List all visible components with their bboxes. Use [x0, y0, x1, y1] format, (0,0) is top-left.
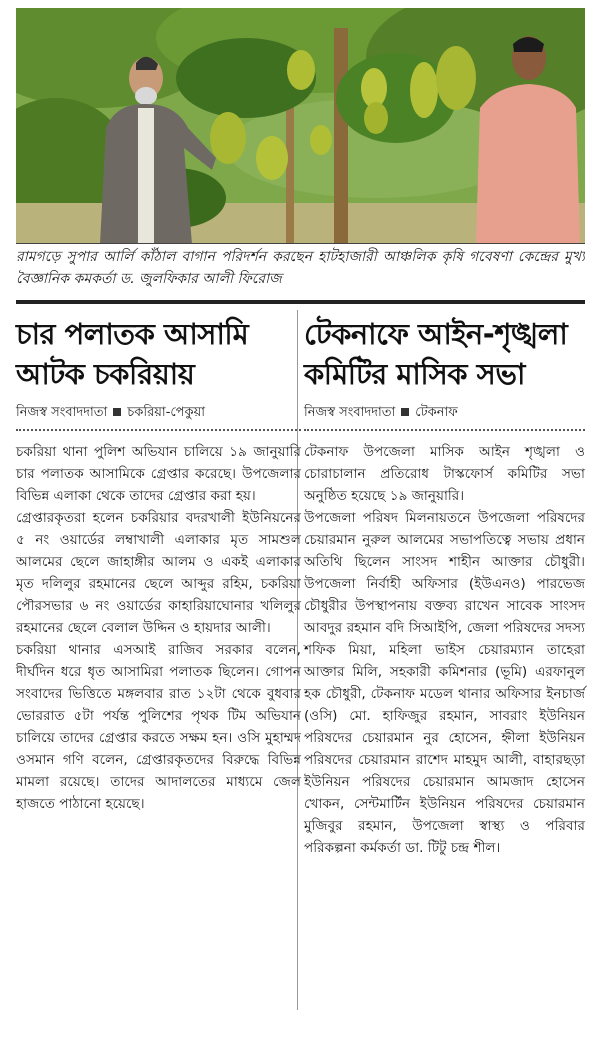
dotted-divider [304, 428, 585, 431]
photo-caption: রামগড়ে সুপার আর্লি কাঁঠাল বাগান পরিদর্শন করছেন হাটহাজারী আঞ্চলিক কৃষি গবেষণা কেন্দ্রের মুখ্য বৈজ্ঞানিক কমকর্তা ড. জুলফিকার আলী ফিরোজ [16, 249, 585, 287]
byline-reporter: নিজস্ব সংবাদদাতা [304, 405, 396, 420]
byline-location: টেকনাফ [415, 405, 458, 420]
byline-location: চকরিয়া-পেকুয়া [127, 405, 206, 420]
jackfruit-garden-photo [16, 8, 585, 244]
square-bullet-icon [401, 408, 409, 416]
headline-meeting [304, 314, 585, 394]
paragraph: উপজেলা পরিষদ মিলনায়তনে উপজেলা পরিষদের চেয়ারমান নুরুল আলমের সভাপতিত্বে সভায় প্রধান অতিথি ছিলেন সাংসদ শাহীন আক্তার চৌধুরী। উপজেলা নির্বাহী অফিসার (ইউএনও) পারভেজ চৌধুরীর উপস্থাপনায় বক্তব্য রাখেন সাবেক সাংসদ আবদুর রহমান বদি সিআইপি, জেলা পরিষদের সদস্য শফিক মিয়া, মহিলা ভাইস চেয়ারম্যান তাহেরা আক্তার মিলি, সহকারী কমিশনার (ভূমি) এরফানুল হক চৌধুরী, টেকনাফ মডেল থানার অফিসার ইনচার্জ (ওসি) মো. হাফিজুর রহমান, সাবরাং ইউনিয়ন পরিষদের চেয়ারমান নুর হোসেন, হ্নীলা ইউনিয়ন পরিষদের চেয়ারমান রাশেদ মাহমুদ আলী, বাহারছড়া ইউনিয়ন পরিষদের চেয়ারমান আমজাদ হোসেন খোকন, সেন্টমার্টিন ইউনিয়ন পরিষদের চেয়ারমান মুজিবুর রহমান, উপজেলা স্বাস্থ্য ও পরিবার পরিকল্পনা কর্মকর্তা ডা. টিটু চন্দ্র শীল। [304, 510, 585, 856]
article-arrest [16, 306, 301, 815]
byline-reporter: নিজস্ব সংবাদদাতা [16, 405, 108, 420]
article-body [16, 441, 301, 815]
news-photo [16, 8, 585, 244]
byline [304, 404, 585, 422]
dotted-divider [16, 428, 301, 431]
article-meeting [304, 306, 585, 859]
square-bullet-icon [113, 408, 121, 416]
headline-line: চার পলাতক আসামি [16, 317, 249, 351]
byline [16, 404, 301, 422]
paragraph: চকরিয়া থানা পুলিশ অভিযান চালিয়ে ১৯ জানুয়ারি চার পলাতক আসামিকে গ্রেপ্তার করেছে। উপজেলার বিভিন্ন এলাকা থেকে তাদের গ্রেপ্তার করা হয়। [16, 444, 301, 504]
headline-line: কমিটির মাসিক সভা [304, 357, 525, 391]
article-body [304, 441, 585, 859]
headline-line: টেকনাফে আইন-শৃঙ্খলা [304, 317, 568, 351]
headline-arrest [16, 314, 301, 394]
top-divider [16, 300, 585, 304]
paragraph: চকরিয়া থানার এসআই রাজিব সরকার বলেন, দীর্ঘদিন ধরে ধৃত আসামিরা পলাতক ছিলেন। গোপন সংবাদের ভিত্তিতে মঙ্গলবার রাত ১২টা থেকে বুধবার ভোররাত ৫টা পর্যন্ত পুলিশের পৃথক টিম অভিযান চালিয়ে তাদের গ্রেপ্তার করতে সক্ষম হন। ওসি মুহাম্মদ ওসমান গণি বলেন, গ্রেপ্তারকৃতদের বিরুদ্ধে বিভিন্ন মামলা রয়েছে। তাদের আদালতের মাধ্যমে জেল হাজতে পাঠানো হয়েছে। [16, 642, 301, 812]
headline-line: আটক চকরিয়ায় [16, 357, 195, 391]
paragraph: টেকনাফ উপজেলা মাসিক আইন শৃঙ্খলা ও চোরাচালান প্রতিরোধ টাস্কফোর্স কমিটির সভা অনুষ্ঠিত হয়েছে ১৯ জানুয়ারি। [304, 444, 585, 504]
paragraph: গ্রেপ্তারকৃতরা হলেন চকরিয়ার বদরখালী ইউনিয়নের ৫ নং ওয়ার্ডের লম্বাখালী এলাকার মৃত সামশুল আলমের ছেলে জাহাঙ্গীর আলম ও একই এলাকার মৃত দলিলুর রহমানের ছেলে আব্দুর রহিম, চকরিয়া পৌরসভার ৬ নং ওয়ার্ডের কাহারিয়াঘোনার খলিলুর রহমানের ছেলে বেলাল উদ্দিন ও হায়দার আলী। [16, 510, 301, 636]
